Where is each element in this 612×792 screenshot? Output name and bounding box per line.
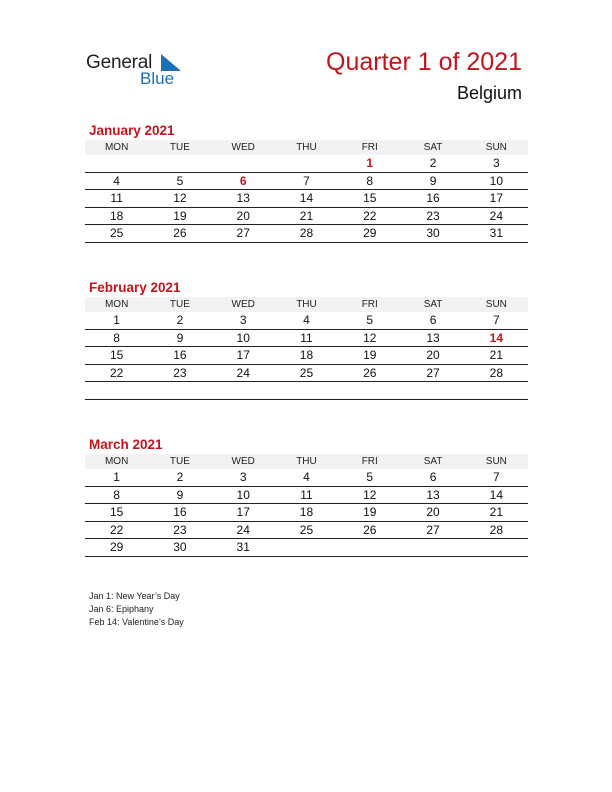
day-cell: 29 [338, 225, 401, 243]
day-cell: 17 [465, 190, 528, 208]
weekday-header: SUN [465, 140, 528, 155]
day-cell: 12 [338, 486, 401, 504]
day-cell: 12 [148, 190, 211, 208]
holiday-item: Feb 14: Valentine’s Day [89, 617, 184, 627]
day-cell [275, 539, 338, 557]
logo-blue-text: Blue [140, 69, 175, 88]
weekday-header: MON [85, 454, 148, 469]
day-cell: 7 [465, 469, 528, 486]
day-cell: 19 [338, 504, 401, 522]
day-cell: 15 [85, 504, 148, 522]
weekday-header: THU [275, 454, 338, 469]
day-cell: 7 [465, 312, 528, 329]
weekday-header: SAT [401, 140, 464, 155]
country-name: Belgium [456, 83, 522, 103]
week-row [85, 155, 528, 172]
day-cell: 12 [338, 329, 401, 347]
weekday-header: FRI [338, 297, 401, 312]
day-cell: 4 [275, 312, 338, 329]
weekday-header: MON [85, 140, 148, 155]
day-cell: 4 [275, 469, 338, 486]
day-cell [338, 382, 401, 400]
day-cell: 19 [148, 207, 211, 225]
week-row [85, 521, 528, 539]
day-cell: 28 [465, 521, 528, 539]
holiday-day-cell: 6 [212, 172, 275, 190]
day-cell: 13 [401, 329, 464, 347]
day-cell: 7 [275, 172, 338, 190]
day-cell: 18 [275, 504, 338, 522]
day-cell: 14 [275, 190, 338, 208]
day-cell [212, 155, 275, 172]
day-cell: 20 [401, 347, 464, 365]
day-cell: 24 [465, 207, 528, 225]
weekday-header: WED [212, 454, 275, 469]
day-cell: 31 [212, 539, 275, 557]
day-cell: 25 [85, 225, 148, 243]
day-cell: 6 [401, 469, 464, 486]
week-row [85, 504, 528, 522]
weekday-header-row [85, 297, 528, 312]
day-cell: 10 [212, 486, 275, 504]
day-cell: 3 [465, 155, 528, 172]
week-row [85, 364, 528, 382]
weekday-header: SAT [401, 297, 464, 312]
weekday-header: SAT [401, 454, 464, 469]
day-cell: 10 [465, 172, 528, 190]
week-row [85, 469, 528, 486]
week-row [85, 486, 528, 504]
day-cell: 11 [85, 190, 148, 208]
holiday-day-cell: 14 [465, 329, 528, 347]
day-cell [465, 382, 528, 400]
week-row [85, 207, 528, 225]
day-cell: 29 [85, 539, 148, 557]
month-title: February 2021 [89, 280, 181, 295]
day-cell: 19 [338, 347, 401, 365]
day-cell: 26 [338, 364, 401, 382]
weekday-header: FRI [338, 140, 401, 155]
generalblue-logo [86, 52, 196, 92]
day-cell: 27 [401, 521, 464, 539]
holiday-list [89, 590, 184, 629]
day-cell: 9 [148, 486, 211, 504]
month-march [85, 436, 528, 557]
day-cell: 8 [338, 172, 401, 190]
day-cell: 2 [401, 155, 464, 172]
day-cell: 27 [212, 225, 275, 243]
day-cell: 5 [148, 172, 211, 190]
weekday-header: SUN [465, 297, 528, 312]
month-january [85, 122, 528, 243]
week-row [85, 172, 528, 190]
day-cell: 21 [465, 347, 528, 365]
day-cell [338, 539, 401, 557]
holiday-item: Jan 6: Epiphany [89, 604, 154, 614]
day-cell: 30 [148, 539, 211, 557]
day-cell: 25 [275, 521, 338, 539]
day-cell: 10 [212, 329, 275, 347]
day-cell: 25 [275, 364, 338, 382]
day-cell: 8 [85, 329, 148, 347]
day-cell: 26 [148, 225, 211, 243]
weekday-header: THU [275, 140, 338, 155]
month-february [85, 279, 528, 400]
weekday-header: TUE [148, 297, 211, 312]
day-cell: 16 [148, 504, 211, 522]
day-cell: 15 [85, 347, 148, 365]
day-cell: 28 [465, 364, 528, 382]
holiday-item: Jan 1: New Year’s Day [89, 591, 180, 601]
weekday-header: FRI [338, 454, 401, 469]
day-cell: 9 [401, 172, 464, 190]
week-row [85, 225, 528, 243]
week-row [85, 190, 528, 208]
month-title: January 2021 [89, 123, 175, 138]
day-cell [465, 539, 528, 557]
day-cell [148, 382, 211, 400]
day-cell [85, 155, 148, 172]
week-row [85, 382, 528, 400]
calendar-table [85, 297, 528, 400]
day-cell [212, 382, 275, 400]
calendar-table [85, 140, 528, 243]
week-row [85, 329, 528, 347]
week-row [85, 312, 528, 329]
week-row [85, 347, 528, 365]
day-cell: 16 [401, 190, 464, 208]
day-cell: 23 [148, 521, 211, 539]
weekday-header: TUE [148, 140, 211, 155]
day-cell [85, 382, 148, 400]
day-cell: 13 [401, 486, 464, 504]
day-cell: 20 [401, 504, 464, 522]
day-cell: 16 [148, 347, 211, 365]
day-cell: 3 [212, 312, 275, 329]
day-cell: 11 [275, 329, 338, 347]
day-cell: 11 [275, 486, 338, 504]
week-row [85, 539, 528, 557]
day-cell: 3 [212, 469, 275, 486]
day-cell: 21 [465, 504, 528, 522]
day-cell: 15 [338, 190, 401, 208]
weekday-header: TUE [148, 454, 211, 469]
day-cell: 13 [212, 190, 275, 208]
weekday-header: THU [275, 297, 338, 312]
day-cell: 23 [148, 364, 211, 382]
day-cell: 5 [338, 469, 401, 486]
day-cell [401, 539, 464, 557]
day-cell: 26 [338, 521, 401, 539]
day-cell: 27 [401, 364, 464, 382]
day-cell: 22 [338, 207, 401, 225]
calendar-table [85, 454, 528, 557]
day-cell: 24 [212, 521, 275, 539]
day-cell: 24 [212, 364, 275, 382]
day-cell: 8 [85, 486, 148, 504]
day-cell: 17 [212, 504, 275, 522]
day-cell: 9 [148, 329, 211, 347]
day-cell [148, 155, 211, 172]
day-cell: 14 [465, 486, 528, 504]
day-cell: 20 [212, 207, 275, 225]
weekday-header: WED [212, 140, 275, 155]
day-cell: 28 [275, 225, 338, 243]
day-cell: 18 [275, 347, 338, 365]
day-cell: 4 [85, 172, 148, 190]
day-cell: 22 [85, 364, 148, 382]
day-cell: 30 [401, 225, 464, 243]
logo-general-text: General [86, 52, 153, 73]
weekday-header-row [85, 140, 528, 155]
day-cell: 2 [148, 312, 211, 329]
day-cell: 1 [85, 312, 148, 329]
day-cell: 6 [401, 312, 464, 329]
day-cell: 21 [275, 207, 338, 225]
day-cell: 23 [401, 207, 464, 225]
day-cell [401, 382, 464, 400]
day-cell [275, 155, 338, 172]
month-title: March 2021 [89, 437, 163, 452]
day-cell: 22 [85, 521, 148, 539]
weekday-header: SUN [465, 454, 528, 469]
day-cell: 2 [148, 469, 211, 486]
weekday-header: WED [212, 297, 275, 312]
weekday-header: MON [85, 297, 148, 312]
quarter-title: Quarter 1 of 2021 [326, 48, 522, 76]
day-cell [275, 382, 338, 400]
weekday-header-row [85, 454, 528, 469]
day-cell: 5 [338, 312, 401, 329]
holiday-day-cell: 1 [338, 155, 401, 172]
day-cell: 1 [85, 469, 148, 486]
day-cell: 17 [212, 347, 275, 365]
day-cell: 18 [85, 207, 148, 225]
day-cell: 31 [465, 225, 528, 243]
